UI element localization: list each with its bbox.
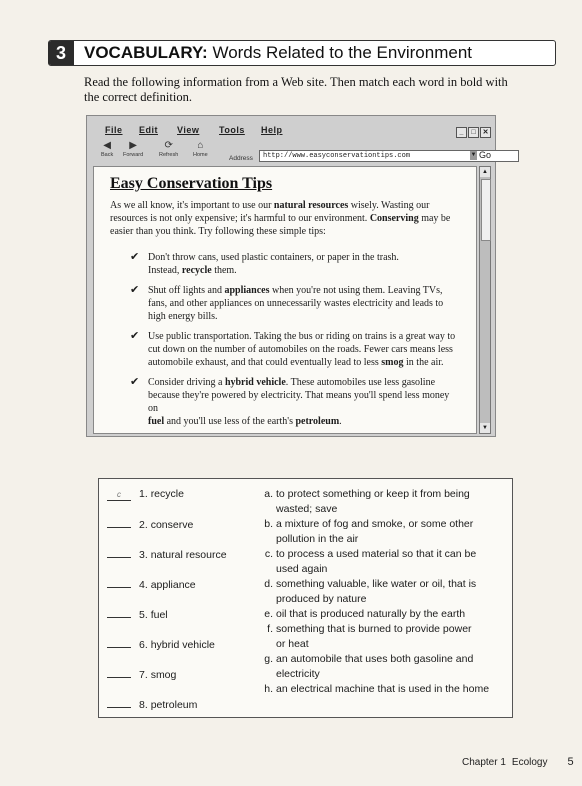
- checkmark-icon: ✔: [130, 284, 140, 296]
- definition-item: b. a mixture of fog and smoke, or some other pollution in the air: [264, 518, 474, 545]
- definition-item: a. to protect something or keep it from being wasted; save: [264, 488, 470, 515]
- scroll-thumb[interactable]: [481, 179, 491, 241]
- page-number: 5: [567, 756, 574, 768]
- address-input[interactable]: http://www.easyconservationtips.com: [259, 150, 519, 162]
- definition-item: d. something valuable, like water or oil, that is produced by nature: [264, 578, 477, 605]
- menu-view[interactable]: View: [177, 125, 200, 135]
- definition-item: e. oil that is produced naturally by the earth: [264, 608, 466, 620]
- answer-blank[interactable]: [107, 697, 131, 708]
- section-title-rest: Words Related to the Environment: [212, 43, 472, 62]
- checkmark-icon: ✔: [130, 330, 140, 342]
- footer-chapter: Chapter 1: [462, 757, 506, 768]
- menu-edit[interactable]: Edit: [139, 125, 158, 135]
- answer-blank[interactable]: [107, 517, 131, 528]
- answer-blank[interactable]: [107, 667, 131, 678]
- window-controls: [456, 127, 491, 138]
- web-intro-paragraph: As we all know, it's important to use our natural resources wisely. Wasting our resources is not only expensive; it's harmful to our environment. Conserving may be easier than you think. Try following these simple tips:: [110, 200, 451, 237]
- answer-blank[interactable]: c: [107, 490, 131, 501]
- instructions: Read the following information from a Web site. Then match each word in bold with the correct definition.: [84, 75, 508, 104]
- definition-item: h. an electrical machine that is used in the home: [264, 683, 490, 695]
- answer-blank[interactable]: [107, 577, 131, 588]
- section-title-bold: VOCABULARY:: [84, 43, 208, 62]
- word-item: 7. smog: [107, 667, 176, 681]
- browser-toolbar: [87, 140, 495, 162]
- answer-blank[interactable]: [107, 547, 131, 558]
- footer-topic: Ecology: [511, 757, 548, 768]
- refresh-button[interactable]: ⟳ Refresh: [159, 140, 179, 158]
- word-item: 6. hybrid vehicle: [107, 637, 215, 651]
- forward-button[interactable]: ▶ Forward: [123, 140, 144, 158]
- tip-item: ✔ Shut off lights and appliances when you're not using them. Leaving TVs, fans, and other appliances on unnecessarily wastes electricity and leads to high energy bills.: [130, 284, 444, 322]
- dropdown-arrow-icon[interactable]: ▼: [470, 151, 477, 158]
- vertical-scrollbar[interactable]: [479, 166, 491, 434]
- tip-item: ✔ Consider driving a hybrid vehicle. These automobiles use less gasoline because they're powered by electricity. That means you'll spend less money on fuel and you'll use less of the earth's petroleum.: [130, 376, 450, 427]
- section-title: [84, 43, 472, 63]
- menu-help[interactable]: Help: [261, 125, 283, 135]
- word-item: 2. conserve: [107, 517, 193, 531]
- page-footer: [462, 756, 574, 768]
- back-arrow-icon: ◀: [103, 140, 111, 151]
- menu-file[interactable]: File: [105, 125, 123, 135]
- home-button[interactable]: ⌂ Home: [193, 140, 208, 158]
- definition-item: g. an automobile that uses both gasoline and electricity: [264, 653, 474, 680]
- section-number: 3: [48, 41, 74, 65]
- word-item: 8. petroleum: [107, 697, 197, 711]
- section-header: [48, 40, 556, 66]
- tip-item: ✔ Don't throw cans, used plastic containers, or paper in the trash. Instead, recycle them.: [130, 251, 399, 276]
- refresh-icon: ⟳: [164, 140, 173, 151]
- menu-bar: [87, 122, 495, 140]
- go-button[interactable]: ▼ Go: [470, 150, 491, 160]
- definition-item: f. something that is burned to provide power or heat: [267, 623, 472, 650]
- scroll-up-icon[interactable]: ▲: [480, 167, 490, 177]
- minimize-icon[interactable]: _: [456, 127, 467, 138]
- checkmark-icon: ✔: [130, 376, 140, 388]
- answer-blank[interactable]: [107, 637, 131, 648]
- matching-exercise: [98, 478, 513, 718]
- web-content: [93, 166, 477, 434]
- word-item: 4. appliance: [107, 577, 196, 591]
- maximize-icon[interactable]: □: [468, 127, 479, 138]
- checkmark-icon: ✔: [130, 251, 140, 263]
- definition-item: c. to process a used material so that it can be used again: [264, 548, 477, 575]
- word-item: 3. natural resource: [107, 547, 227, 561]
- forward-arrow-icon: ▶: [129, 140, 137, 151]
- scroll-down-icon[interactable]: ▼: [480, 423, 490, 433]
- close-icon[interactable]: ✕: [480, 127, 491, 138]
- tips-list: [130, 251, 460, 435]
- home-icon: ⌂: [197, 140, 204, 151]
- address-label: Address: [229, 155, 253, 162]
- word-item: 5. fuel: [107, 607, 168, 621]
- browser-window: [86, 115, 496, 437]
- answer-blank[interactable]: [107, 607, 131, 618]
- word-item: c 1. recycle: [107, 487, 184, 501]
- back-button[interactable]: ◀ Back: [101, 140, 114, 158]
- tip-item: ✔ Use public transportation. Taking the bus or riding on trains is a great way to cut down on the number of automobiles on the roads. Fewer cars means less automobile exhaust, and that could eventually lead to less smog in the air.: [130, 330, 456, 368]
- web-page-title: Easy Conservation Tips: [110, 175, 273, 192]
- menu-tools[interactable]: Tools: [219, 125, 245, 135]
